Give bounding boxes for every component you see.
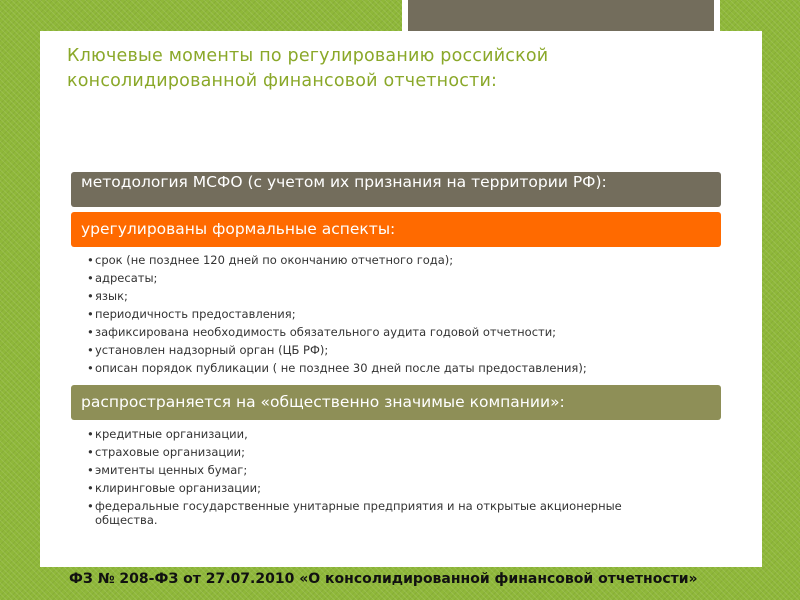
list-item: • адресаты; (87, 271, 158, 285)
formal-aspects-list (87, 253, 655, 385)
bullet-icon: • (87, 289, 94, 303)
bullet-icon: • (87, 481, 94, 495)
list-item: • клиринговые организации; (87, 481, 261, 495)
bullet-icon: • (87, 325, 94, 339)
slide-title: Ключевые моменты по регулированию российской консолидированной финансовой отчетности: (67, 46, 549, 91)
bullet-icon: • (87, 445, 94, 459)
bullet-icon: • (87, 253, 94, 267)
bullet-icon: • (87, 499, 94, 513)
list-item: • периодичность предоставления; (87, 307, 296, 321)
bullet-icon: • (87, 463, 94, 477)
list-item: • федеральные государственные унитарные предприятия и на открытые акционерные общества. (87, 499, 622, 527)
bullet-icon: • (87, 361, 94, 375)
bullet-icon: • (87, 427, 94, 441)
list-item: • язык; (87, 289, 128, 303)
slide-panel (40, 31, 762, 567)
list-item: • эмитенты ценных бумаг; (87, 463, 248, 477)
public-companies-list (87, 427, 655, 531)
bullet-icon: • (87, 307, 94, 321)
list-item: • зафиксирована необходимость обязательного аудита годовой отчетности; (87, 325, 557, 339)
list-item: • кредитные организации, (87, 427, 248, 441)
bullet-icon: • (87, 343, 94, 357)
list-item: • установлен надзорный орган (ЦБ РФ); (87, 343, 329, 357)
list-item: • описан порядок публикации ( не позднее 30 дней после даты предоставления); (87, 361, 587, 375)
law-reference: ФЗ № 208-ФЗ от 27.07.2010 «О консолидированной финансовой отчетности» (69, 571, 698, 587)
methodology-bar: методология МСФО (с учетом их признания на территории РФ): (71, 172, 721, 207)
list-item: • срок (не позднее 120 дней по окончанию отчетного года); (87, 253, 454, 267)
list-item: • страховые организации; (87, 445, 246, 459)
bullet-icon: • (87, 271, 94, 285)
public-companies-bar: распространяется на «общественно значимые компании»: (71, 385, 721, 420)
formal-aspects-bar: урегулированы формальные аспекты: (71, 212, 721, 247)
